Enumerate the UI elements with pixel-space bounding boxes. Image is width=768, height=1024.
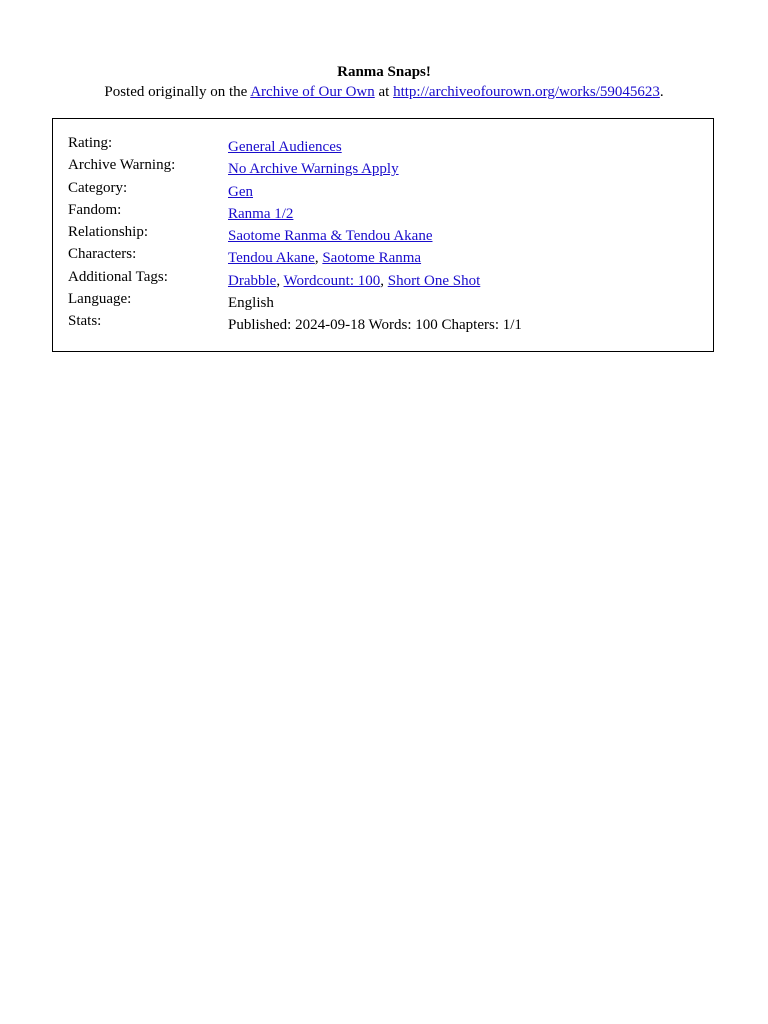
posted-suffix: .	[659, 84, 664, 100]
posted-prefix: Posted originally on the	[104, 84, 251, 100]
freeform-tag-link[interactable]: Drabble	[228, 272, 277, 289]
stats-label: Stats:	[68, 313, 102, 330]
stats-value: Published: 2024-09-18 Words: 100 Chapters: 1/1	[228, 317, 522, 334]
posted-middle: at	[374, 84, 394, 100]
category-value	[228, 181, 522, 203]
freeform-tag-link[interactable]: Wordcount: 100	[283, 272, 381, 289]
characters-value	[228, 247, 522, 269]
tag-separator: ,	[314, 250, 323, 267]
tag-separator: ,	[380, 272, 388, 289]
rating-value	[228, 136, 522, 158]
category-label: Category:	[68, 179, 128, 196]
relationship-value	[228, 225, 522, 247]
fandom-label: Fandom:	[68, 201, 122, 218]
additional-tags-value	[228, 270, 522, 292]
metadata-table	[68, 136, 522, 337]
tag-separator: ,	[276, 272, 284, 289]
character-tag-link[interactable]: Saotome Ranma	[322, 250, 422, 267]
archive-warning-value	[228, 158, 522, 180]
archive-warning-label: Archive Warning:	[68, 157, 176, 174]
rating-label: Rating:	[68, 135, 113, 151]
language-value: English	[228, 295, 274, 312]
work-url-link[interactable]: http://archiveofourown.org/works/59045623	[393, 84, 660, 100]
characters-label: Characters:	[68, 246, 137, 263]
relationship-tag-link[interactable]: Saotome Ranma & Tendou Akane	[228, 228, 433, 245]
fandom-value	[228, 203, 522, 225]
additional-tags-label: Additional Tags:	[68, 268, 168, 285]
posted-originally-line	[0, 82, 768, 102]
work-metadata-box	[52, 118, 714, 352]
work-title: Ranma Snaps!	[337, 64, 431, 80]
freeform-tag-link[interactable]: Short One Shot	[387, 272, 481, 289]
character-tag-link[interactable]: Tendou Akane	[228, 250, 315, 267]
metadata-row-stats	[68, 314, 522, 336]
relationship-label: Relationship:	[68, 224, 148, 241]
category-tag-link[interactable]: Gen	[228, 183, 253, 200]
language-label: Language:	[68, 291, 132, 308]
rating-tag-link[interactable]: General Audiences	[228, 139, 342, 155]
work-header	[0, 62, 768, 102]
archive-warning-tag-link[interactable]: No Archive Warnings Apply	[228, 161, 399, 178]
fandom-tag-link[interactable]: Ranma 1/2	[228, 205, 294, 222]
archive-of-our-own-link[interactable]: Archive of Our Own	[250, 84, 375, 100]
